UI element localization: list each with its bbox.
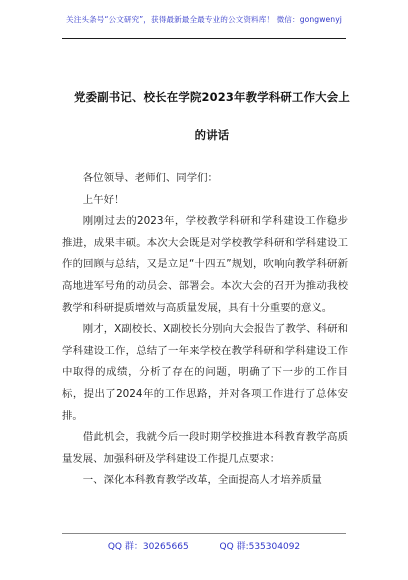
header-banner: 关注头条号“公文研究”，获得最新最全最专业的公文资料库！ 微信：gongwenyj [66, 15, 342, 24]
document-title: 党委副书记、校长在学院2023年教学科研工作大会上的讲话 [74, 90, 350, 142]
paragraph-greeting: 上午好！ [82, 193, 125, 206]
paragraph-salutation: 各位领导、老师们、同学们： [82, 172, 218, 184]
footer-qq-group-1: QQ 群：30265665 [107, 542, 189, 552]
header-divider [62, 38, 346, 39]
section-heading: 一、深化本科教育教学改革，全面提高人才培养质量 [82, 474, 322, 487]
paragraph: 借此机会，我就今后一段时期学校推进本科教育教学高质量发展、加强科研及学科建设工作提几点要求： [62, 431, 348, 465]
footer-qq-group-2: QQ 群:535304092 [219, 542, 301, 552]
document-body [62, 168, 348, 492]
paragraph: 刚刚过去的2023年，学校教学科研和学科建设工作稳步推进，成果丰硕。本次大会既是对学校教学科研和学科建设工作的回顾与总结，又是立足“十四五”规划，吹响向教学科研新高地进军号角的动员会、部署会。本次大会的召开为推动我校教学和科研提质增效与高质量发展，具有十分重要的意义。 [62, 215, 348, 314]
footer-divider [62, 533, 346, 534]
footer [0, 539, 408, 552]
paragraph: 刚才，X副校长、X副校长分别向大会报告了教学、科研和学科建设工作，总结了一年来学校在教学科研和学科建设工作中取得的成绩，分析了存在的问题，明确了下一步的工作目标，提出了2024年的工作思路，并对各项工作进行了总体安排。 [62, 323, 348, 422]
